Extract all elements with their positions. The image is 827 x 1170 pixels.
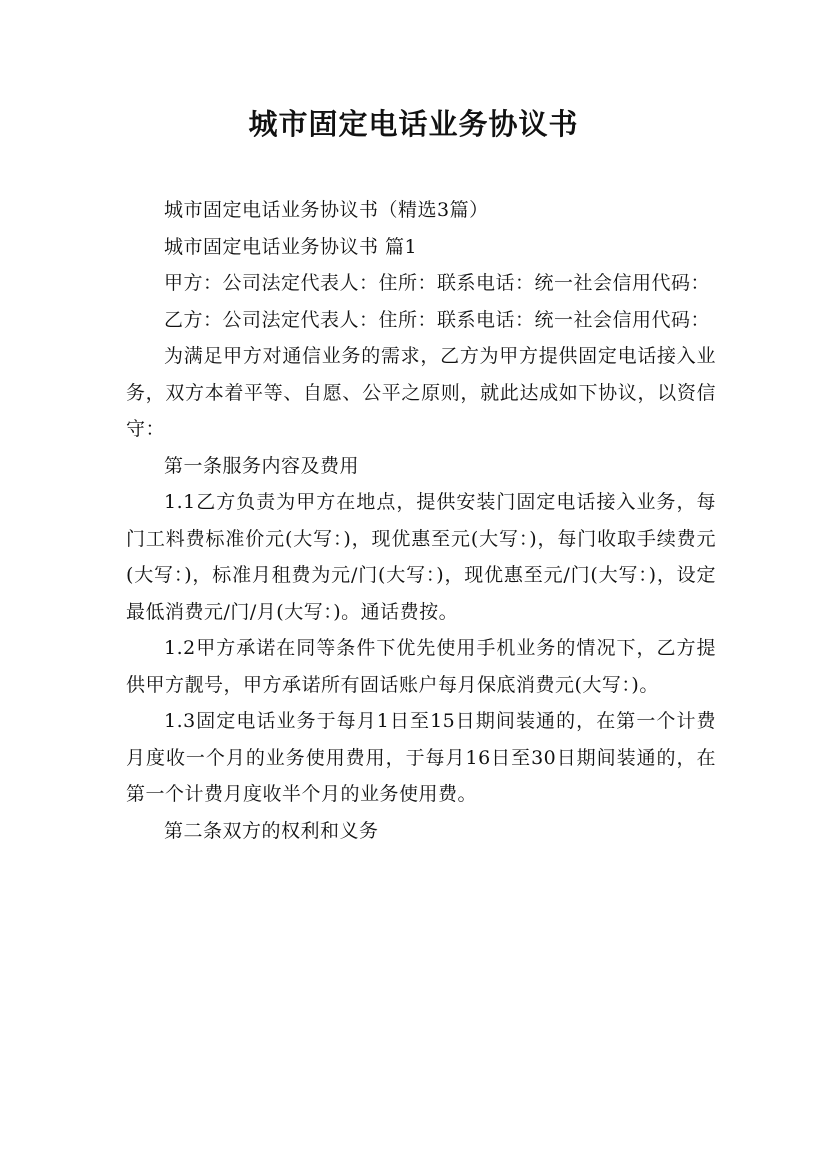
paragraph-preamble: 为满足甲方对通信业务的需求，乙方为甲方提供固定电话接入业务，双方本着平等、自愿、公平之原则，就此达成如下协议，以资信守： xyxy=(126,345,716,440)
paragraph-subtitle: 城市固定电话业务协议书（精选3篇） xyxy=(164,199,489,221)
paragraph-article-2-heading: 第二条双方的权利和义务 xyxy=(164,819,379,842)
document-body xyxy=(126,192,716,849)
paragraph-clause-1-3: 1.3固定电话业务于每月1日至15日期间装通的，在第一个计费月度收一个月的业务使用费用，于每月16日至30日期间装通的，在第一个计费月度收半个月的业务使用费。 xyxy=(126,710,716,805)
paragraph-article-1-heading: 第一条服务内容及费用 xyxy=(164,454,360,477)
paragraph-section-heading: 城市固定电话业务协议书 篇1 xyxy=(164,235,418,258)
paragraph-party-b: 乙方：公司法定代表人：住所：联系电话：统一社会信用代码： xyxy=(164,308,711,331)
paragraph-party-a: 甲方：公司法定代表人：住所：联系电话：统一社会信用代码： xyxy=(164,272,711,294)
document-title: 城市固定电话业务协议书 xyxy=(248,107,579,141)
paragraph-clause-1-2: 1.2甲方承诺在同等条件下优先使用手机业务的情况下，乙方提供甲方靓号，甲方承诺所有固话账户每月保底消费元(大写：)。 xyxy=(126,637,716,696)
paragraph-clause-1-1: 1.1乙方负责为甲方在地点，提供安装门固定电话接入业务，每门工料费标准价元(大写：)，现优惠至元(大写：)，每门收取手续费元(大写：)，标准月租费为元/门(大写：)，现优惠至元/门(大写：)，设定最低消费元/门/月(大写：)。通话费按。 xyxy=(126,491,716,623)
